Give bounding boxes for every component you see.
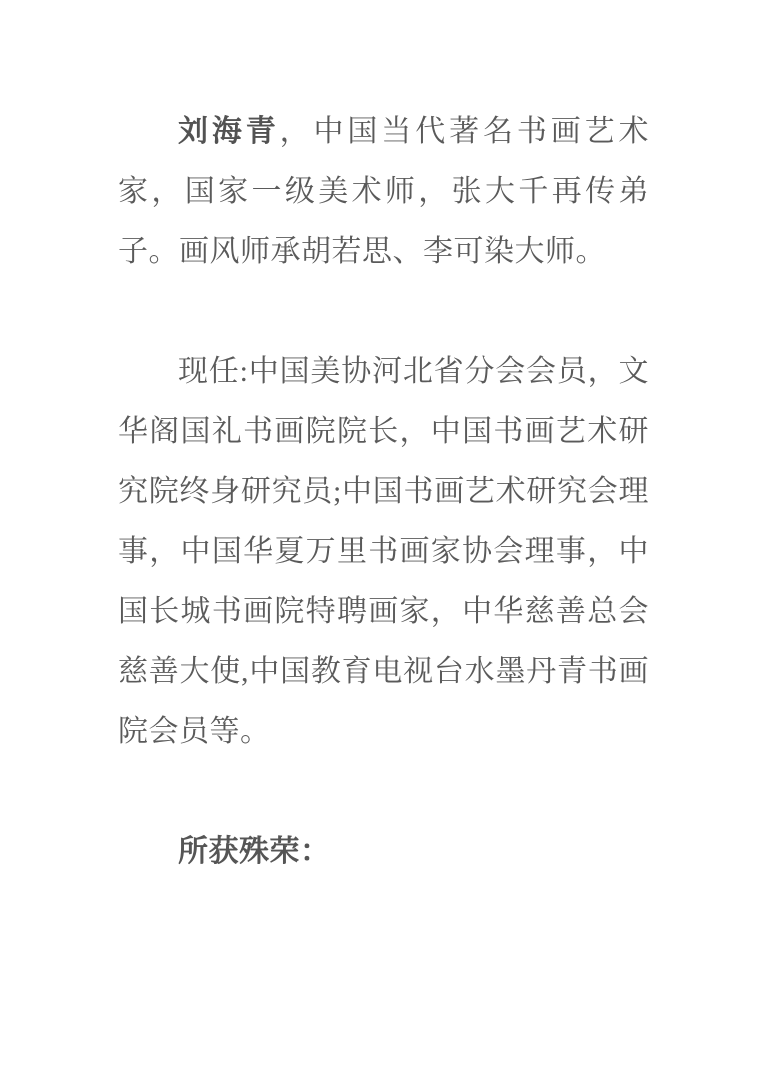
intro-paragraph	[118, 102, 649, 282]
intro-text: ，中国当代著名书画艺术家，国家一级美术师，张大千再传弟子。画风师承胡若思、李可染大师。	[118, 115, 650, 268]
honors-heading: 所获殊荣：	[178, 835, 331, 868]
artist-name: 刘海青	[178, 115, 280, 148]
positions-paragraph: 现任:中国美协河北省分会会员，文华阁国礼书画院院长，中国书画艺术研究院终身研究员;中国书画艺术研究会理事，中国华夏万里书画家协会理事，中国长城书画院特聘画家，中华慈善总会慈善大使,中国教育电视台水墨丹青书画院会员等。	[118, 355, 649, 748]
